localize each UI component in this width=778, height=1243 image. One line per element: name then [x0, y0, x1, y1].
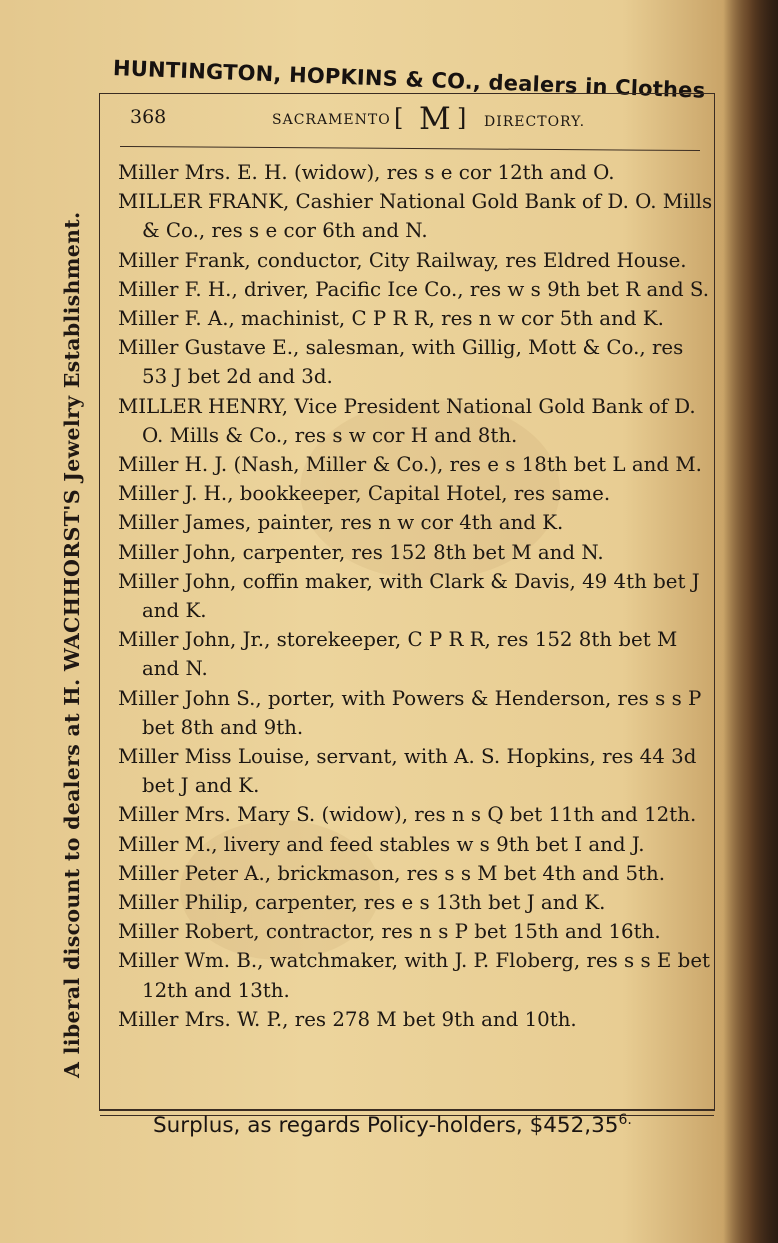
header-directory: DIRECTORY.: [484, 114, 586, 130]
directory-entry: Miller Frank, conductor, City Railway, res Eldred House.: [118, 248, 687, 272]
header-city: SACRAMENTO: [272, 112, 391, 128]
directory-entry: Miller Mrs. W. P., res 278 M bet 9th and 10th.: [118, 1007, 577, 1031]
advertisement-sidebar: A liberal discount to dealers at H. WACHHORST'S Jewelry Establishment.: [60, 211, 84, 1078]
directory-entry: Miller Wm. B., watchmaker, with J. P. Floberg, res s s E bet 12th and 13th.: [118, 949, 710, 1002]
frame-top-rule: [100, 93, 714, 94]
directory-entry: Miller Peter A., brickmason, res s s M bet 4th and 5th.: [118, 861, 666, 885]
directory-entry: Miller John, coffin maker, with Clark & Davis, 49 4th bet J and K.: [118, 569, 700, 623]
directory-entry: Miller Mrs. E. H. (widow), res s e cor 12th and O.: [118, 161, 615, 184]
running-header: [130, 101, 710, 138]
directory-entries: [118, 158, 713, 1034]
directory-entry: Miller F. A., machinist, C P R R, res n w cor 5th and K.: [118, 307, 664, 331]
page-binding-shadow: [723, 0, 778, 1243]
directory-entry: Miller John S., porter, with Powers & Henderson, res s s P bet 8th and 9th.: [118, 686, 702, 739]
directory-entry: Miller James, painter, res n w cor 4th and K.: [118, 511, 564, 535]
directory-entry: Miller J. H., bookkeeper, Capital Hotel, res same.: [118, 482, 611, 506]
header-section-letter: M: [419, 101, 451, 137]
directory-entry: Miller H. J. (Nash, Miller & Co.), res e s 18th bet L and M.: [118, 453, 702, 477]
directory-entry: Miller John, Jr., storekeeper, C P R R, res 152 8th bet M and N.: [118, 628, 678, 681]
directory-entry: MILLER FRANK, Cashier National Gold Bank of D. O. Mills & Co., res s e cor 6th and N.: [118, 190, 713, 243]
footer-text: Surplus, as regards Policy-holders, $452,35: [153, 1113, 619, 1138]
header-bracket-open: [: [394, 104, 404, 132]
footer-superscript: 6.: [618, 1112, 632, 1128]
page-number: 368: [130, 106, 167, 128]
advertisement-footer: [153, 1112, 632, 1138]
directory-entry: Miller Gustave E., salesman, with Gillig, Mott & Co., res 53 J bet 2d and 3d.: [118, 336, 684, 389]
frame-bottom-rule: [100, 1109, 714, 1111]
directory-entry: Miller Mrs. Mary S. (widow), res n s Q bet 11th and 12th.: [118, 803, 697, 827]
directory-entry: Miller Philip, carpenter, res e s 13th bet J and K.: [118, 891, 606, 915]
directory-entry: Miller M., livery and feed stables w s 9th bet I and J.: [118, 832, 645, 856]
directory-entry: Miller John, carpenter, res 152 8th bet M and N.: [118, 540, 604, 564]
directory-entry: Miller Miss Louise, servant, with A. S. Hopkins, res 44 3d bet J and K.: [118, 745, 697, 798]
header-bracket-close: ]: [457, 104, 467, 132]
directory-entry: Miller Robert, contractor, res n s P bet 15th and 16th.: [118, 920, 661, 944]
directory-entry: MILLER HENRY, Vice President National Gold Bank of D. O. Mills & Co., res s w cor H and 8th.: [118, 394, 696, 447]
directory-entry: Miller F. H., driver, Pacific Ice Co., res w s 9th bet R and S.: [118, 277, 710, 301]
header-rule: [120, 146, 700, 151]
advertisement-banner-top: HUNTINGTON, HOPKINS & CO., dealers in Clothes: [112, 56, 706, 103]
